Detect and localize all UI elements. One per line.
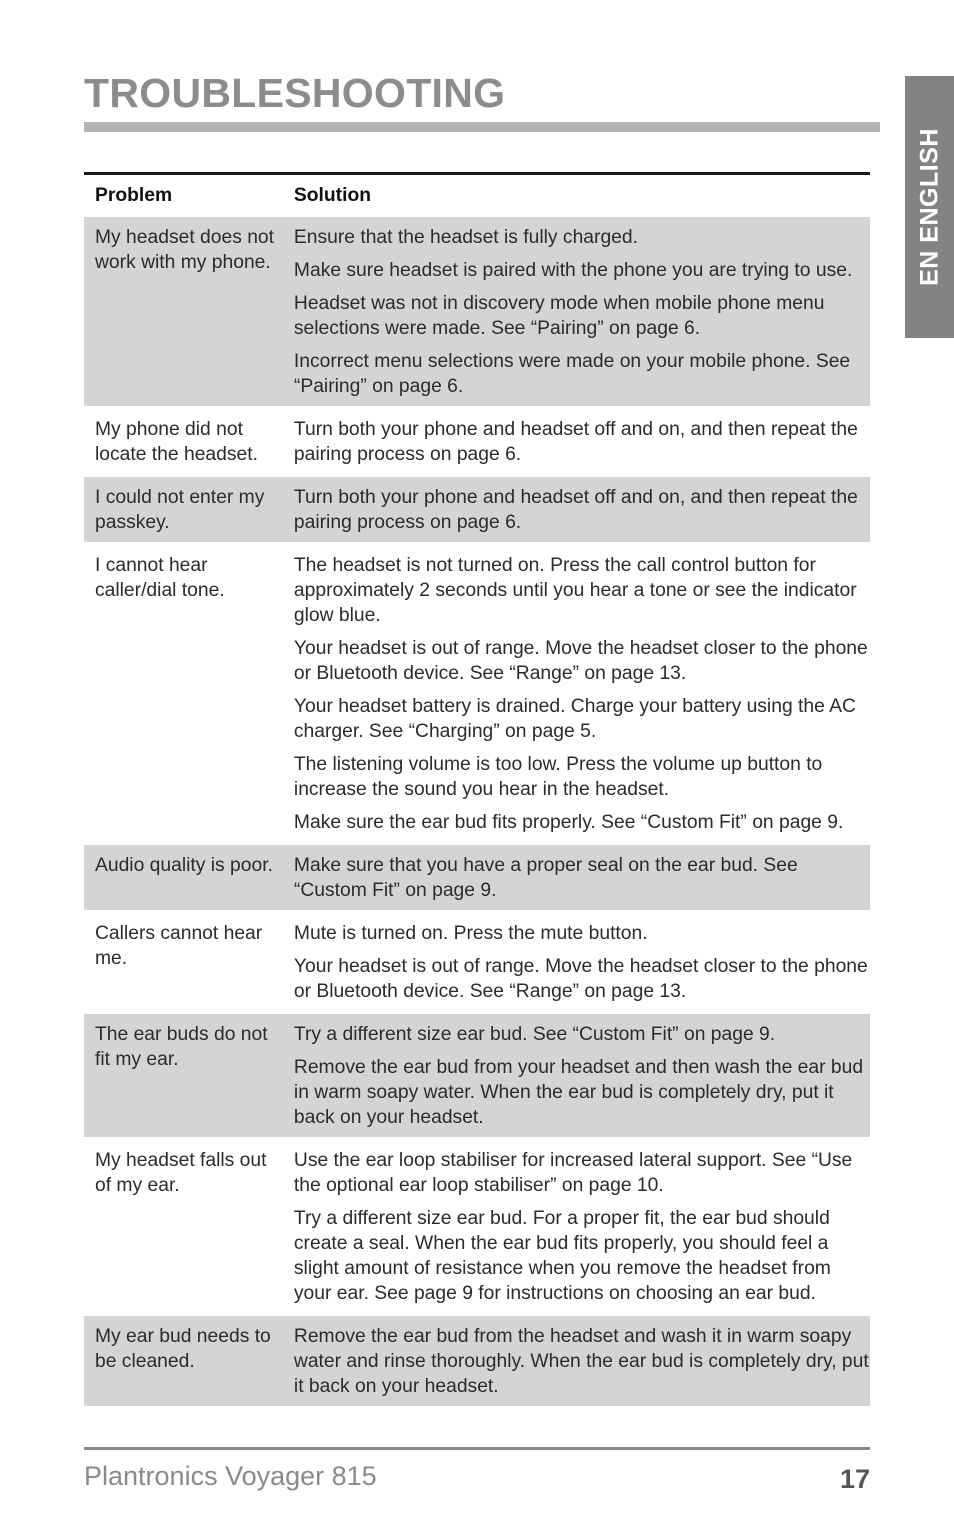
table-row [84, 912, 870, 1013]
language-tab-label: EN ENGLISH [915, 128, 944, 286]
table-row [84, 216, 870, 408]
solution-cell [283, 476, 870, 544]
table-body [84, 216, 870, 1407]
problem-cell: I cannot hear caller/dial tone. [95, 555, 225, 601]
problem-cell: My headset does not work with my phone. [84, 216, 283, 408]
problem-cell: I could not enter my passkey. [84, 476, 283, 544]
solution-item: Ensure that the headset is fully charged. [293, 227, 638, 248]
solution-item: Your headset battery is drained. Charge your battery using the AC charger. See “Charging” on page 5. [293, 696, 856, 742]
solution-item: Turn both your phone and headset off and on, and then repeat the pairing process on page 6. [293, 419, 858, 465]
solution-cell [283, 1139, 870, 1315]
table-row [84, 844, 870, 912]
solution-item: Headset was not in discovery mode when mobile phone menu selections were made. See “Pairing” on page 6. [293, 293, 825, 339]
solution-item: Your headset is out of range. Move the headset closer to the phone or Bluetooth device. See “Range” on page 13. [293, 956, 868, 1002]
solution-cell [283, 1315, 870, 1407]
footer-rule [84, 1447, 870, 1450]
solution-cell [283, 1013, 870, 1139]
problem-cell: My phone did not locate the headset. [95, 419, 258, 465]
solution-item: Make sure that you have a proper seal on the ear bud. See “Custom Fit” on page 9. [293, 855, 798, 901]
solution-item: The headset is not turned on. Press the call control button for approximately 2 seconds until you hear a tone or see the indicator glow blue. [293, 555, 857, 626]
solution-cell [283, 544, 870, 844]
solution-cell [283, 408, 870, 476]
solution-item: Incorrect menu selections were made on your mobile phone. See “Pairing” on page 6. [293, 351, 851, 397]
table-row [84, 544, 870, 844]
solution-item: Remove the ear bud from the headset and wash it in warm soapy water and rinse thoroughly. When the ear bud is completely dry, put it back on your headset. [293, 1326, 869, 1397]
column-header-solution: Solution [293, 185, 372, 206]
page-title: TROUBLESHOOTING [84, 70, 506, 116]
problem-cell: Callers cannot hear me. [95, 923, 263, 969]
footer-product-name: Plantronics Voyager 815 [84, 1461, 377, 1491]
table-row [84, 1315, 870, 1407]
solution-item: Turn both your phone and headset off and on, and then repeat the pairing process on page 6. [293, 487, 858, 533]
solution-item: Remove the ear bud from your headset and then wash the ear bud in warm soapy water. When the ear bud is completely dry, put it back on your headset. [293, 1057, 864, 1128]
column-header-problem: Problem [95, 185, 173, 206]
table-row [84, 476, 870, 544]
solution-item: Make sure headset is paired with the phone you are trying to use. [293, 260, 853, 281]
solution-item: Your headset is out of range. Move the headset closer to the phone or Bluetooth device. See “Range” on page 13. [293, 638, 868, 684]
table-row [84, 1013, 870, 1139]
troubleshooting-table [84, 172, 870, 1406]
problem-cell: The ear buds do not fit my ear. [84, 1013, 283, 1139]
solution-item: Mute is turned on. Press the mute button. [293, 923, 648, 944]
solution-item: Try a different size ear bud. See “Custom Fit” on page 9. [293, 1024, 776, 1045]
problem-cell: My headset falls out of my ear. [95, 1150, 267, 1196]
problem-cell: Audio quality is poor. [84, 844, 283, 912]
table-row [84, 1139, 870, 1315]
table-header-row [84, 174, 870, 216]
solution-item: Use the ear loop stabiliser for increased lateral support. See “Use the optional ear loop stabiliser” on page 10. [293, 1150, 853, 1196]
solution-item: Make sure the ear bud fits properly. See “Custom Fit” on page 9. [293, 812, 844, 833]
solution-item: Try a different size ear bud. For a proper fit, the ear bud should create a seal. When the ear bud fits properly, you should feel a slight amount of resistance when you remove the headset from your ear. See page 9 for instructions on choosing an ear bud. [293, 1208, 831, 1304]
title-rule [84, 122, 880, 132]
page-number: 17 [839, 1464, 870, 1494]
problem-cell: My ear bud needs to be cleaned. [84, 1315, 283, 1407]
solution-cell [283, 844, 870, 912]
solution-cell [283, 912, 870, 1013]
table-row [84, 408, 870, 476]
solution-cell [283, 216, 870, 408]
solution-item: The listening volume is too low. Press the volume up button to increase the sound you hear in the headset. [293, 754, 823, 800]
